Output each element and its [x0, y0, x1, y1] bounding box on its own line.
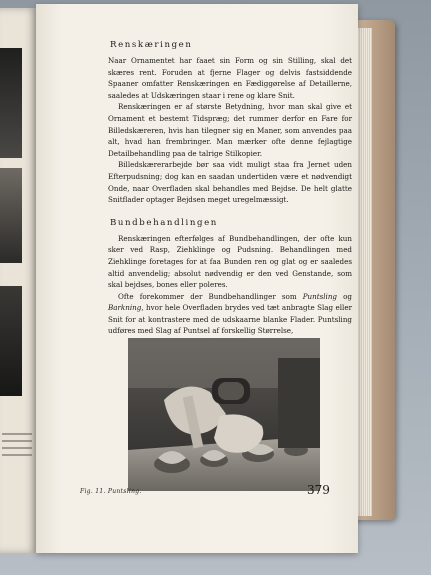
term-barkning: Barkning: [108, 303, 142, 313]
left-page-photo: [0, 48, 22, 158]
left-page: [0, 8, 38, 553]
paragraph: Naar Ornamentet har faaet sin Form og sin Stilling, skal det skæres rent. Foruden at fjerne Flager og delvis fastsiddende Spaaner omfatter Renskæringen en Fædiggørelse af Detaillerne, saaledes at Udskæringen staar i rene og klare Snit.: [108, 56, 352, 100]
figure-photo: [128, 338, 320, 491]
page-text: [108, 40, 352, 337]
figure-caption: Fig. 11. Puntsling.: [80, 488, 142, 495]
paragraph: Ofte forekommer der Bundbehandlinger som Puntsling og Barkning, hvor hele Overfladen brydes ved tæt anbragte Slag eller Snit for at kontrastere med de udskaarne blanke Flader. Puntsling udføres med Slag af Puntsel af forskellig Størrelse,: [108, 291, 353, 336]
section-heading: Renskæringen: [110, 40, 193, 50]
section-heading: Bundbehandlingen: [110, 217, 218, 228]
paragraph: Renskæringen efterfølges af Bundbehandlingen, der ofte kun sker ved Rasp, Ziehklinge og Pudsning. Behandlingen med Ziehklinge foretages for at faa Bunden ren og glat og er saaledes altid anvendelig; absolut nødvendig er den ved Genstande, som skal bejdses, bones eller poleres.: [108, 233, 352, 290]
term-puntsling: Puntsling: [302, 291, 338, 301]
left-page-text: [2, 428, 32, 461]
left-page-photo: [0, 286, 22, 396]
paragraph: Billedskærerarbejde bør saa vidt muligt staa fra Jernet uden Efterpudsning; dog kan en saadan undertiden være et nødvendigt Onde, naar Overfladen skal behandles med Bejdse. De helt glatte Snitflader optager Bejdsen meget uregelmæssigt.: [108, 160, 352, 205]
page-number: 379: [307, 483, 330, 497]
left-page-photo: [0, 168, 22, 263]
paragraph: Renskæringen er af største Betydning, hvor man skal give et Ornament et bestemt Tidspræg; det rummer derfor en Fare for Billedskæreren, hvis han tilegner sig en Maner, som anvendes paa alt, hvad han frembringer. Man mærker ofte denne fejlagtige Detailbehandling paa de talrige Stilkopier.: [108, 102, 352, 158]
right-page: [36, 4, 358, 553]
